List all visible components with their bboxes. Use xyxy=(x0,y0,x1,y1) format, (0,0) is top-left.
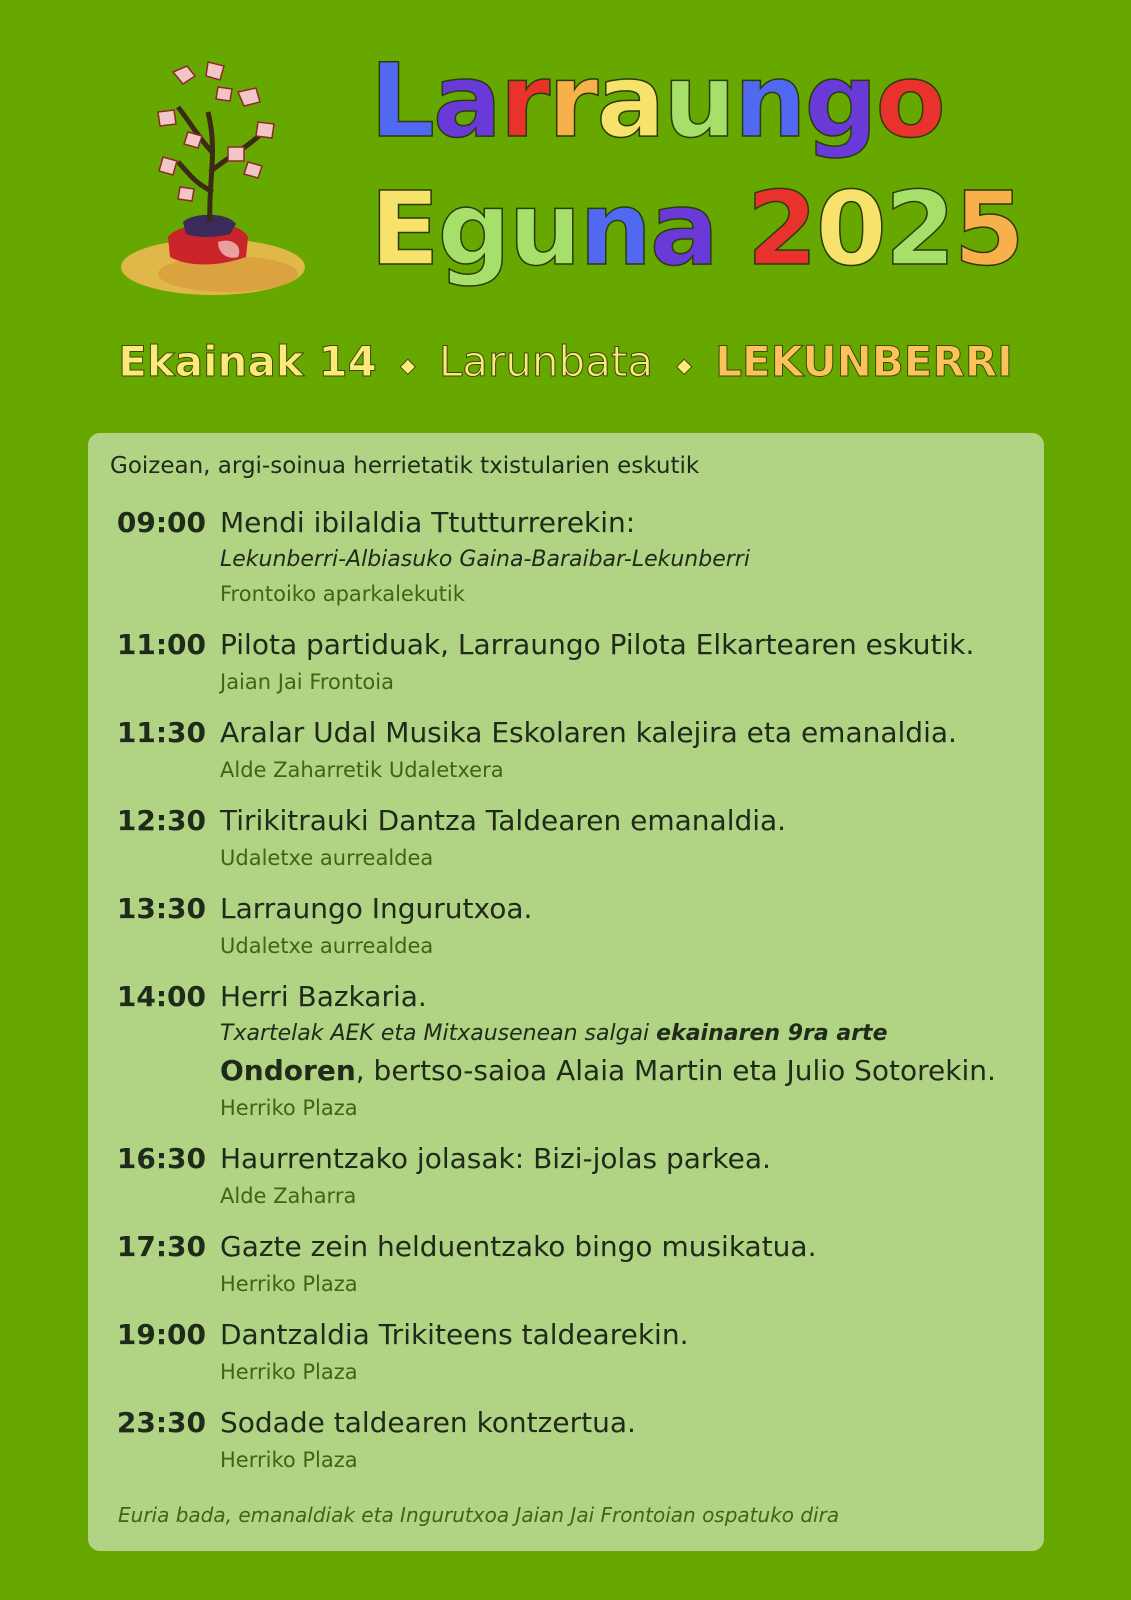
event-place: Alde Zaharra xyxy=(220,1184,357,1208)
event-note-text: Lekunberri-Albiasuko Gaina-Baraibar-Lekunberri xyxy=(220,547,750,572)
event-note-deadline: ekainaren 9ra arte xyxy=(656,1021,888,1046)
title-letter: E xyxy=(370,170,438,289)
event-extra-lead: Ondoren xyxy=(220,1054,356,1087)
event-place: Frontoiko aparkalekutik xyxy=(220,582,465,606)
title-letter: a xyxy=(649,170,717,289)
title-letter: 5 xyxy=(953,170,1023,289)
title-letter: u xyxy=(508,170,580,289)
poster-title xyxy=(370,38,1050,294)
event-time: 23:30 xyxy=(116,1406,206,1439)
event-details xyxy=(220,503,750,611)
program-card xyxy=(88,433,1044,1551)
event-day: Larunbata xyxy=(438,337,654,386)
event-title: Sodade taldearen kontzertua. xyxy=(220,1406,636,1439)
title-letter: 0 xyxy=(815,170,885,289)
event-place: Herriko Plaza xyxy=(220,1272,358,1296)
event-time: 12:30 xyxy=(116,804,206,837)
rain-notice: Euria bada, emanaldiak eta Ingurutxoa Jaian Jai Frontoian ospatuko dira xyxy=(118,1503,840,1527)
event-row xyxy=(88,801,1044,875)
event-title: Dantzaldia Trikiteens taldearekin. xyxy=(220,1318,689,1351)
title-line-1 xyxy=(370,38,1050,166)
date-location-line xyxy=(0,334,1131,393)
event-time: 11:00 xyxy=(116,628,206,661)
event-time: 14:00 xyxy=(116,980,206,1013)
title-letter: g xyxy=(804,42,876,161)
title-letter: 2 xyxy=(746,170,816,289)
event-row xyxy=(88,977,1044,1125)
event-details xyxy=(220,1403,636,1477)
event-extra xyxy=(220,1051,996,1091)
event-list xyxy=(88,503,1044,1491)
event-title: Gazte zein helduentzako bingo musikatua. xyxy=(220,1230,817,1263)
event-title: Tirikitrauki Dantza Taldearen emanaldia. xyxy=(220,804,787,837)
title-letter: n xyxy=(733,42,805,161)
title-letter: a xyxy=(433,42,500,161)
event-note xyxy=(220,1017,996,1051)
event-title: Haurrentzako jolasak: Bizi-jolas parkea. xyxy=(220,1142,771,1175)
event-date: Ekainak 14 xyxy=(118,337,377,386)
event-title: Mendi ibilaldia Ttutturrerekin: xyxy=(220,506,636,539)
title-letter: r xyxy=(548,42,597,161)
event-row xyxy=(88,1139,1044,1213)
event-place: Udaletxe aurrealdea xyxy=(220,846,434,870)
title-letter: 2 xyxy=(884,170,954,289)
event-details xyxy=(220,1139,771,1213)
event-location: LEKUNBERRI xyxy=(715,337,1013,386)
title-line-2 xyxy=(370,166,1050,294)
event-details xyxy=(220,1227,817,1301)
event-time: 11:30 xyxy=(116,716,206,749)
event-note xyxy=(220,543,750,577)
event-time: 17:30 xyxy=(116,1230,206,1263)
title-letter: u xyxy=(663,42,734,161)
separator-icon: ◆ xyxy=(676,352,692,377)
event-details xyxy=(220,801,786,875)
event-details xyxy=(220,977,996,1125)
event-title: Pilota partiduak, Larraungo Pilota Elkartearen eskutik. xyxy=(220,628,975,661)
event-title: Aralar Udal Musika Eskolaren kalejira eta emanaldia. xyxy=(220,716,957,749)
intro-text: Goizean, argi-soinua herrietatik txistularien eskutik xyxy=(110,453,700,479)
event-note-text: Txartelak AEK eta Mitxausenean salgai xyxy=(220,1021,657,1046)
event-row xyxy=(88,625,1044,699)
event-row xyxy=(88,889,1044,963)
event-details xyxy=(220,713,957,787)
title-letter: o xyxy=(875,42,944,161)
event-place: Udaletxe aurrealdea xyxy=(220,934,434,958)
event-row xyxy=(88,1315,1044,1389)
event-place: Herriko Plaza xyxy=(220,1360,358,1384)
event-row xyxy=(88,1227,1044,1301)
title-letter: L xyxy=(370,42,433,161)
event-details xyxy=(220,625,974,699)
event-row xyxy=(88,1403,1044,1477)
tree-illustration-logo xyxy=(118,52,308,302)
title-letter: a xyxy=(596,42,664,161)
title-letter: n xyxy=(579,170,650,289)
separator-icon: ◆ xyxy=(400,352,416,377)
event-title: Herri Bazkaria. xyxy=(220,980,427,1013)
event-time: 13:30 xyxy=(116,892,206,925)
event-details xyxy=(220,889,532,963)
event-title: Larraungo Ingurutxoa. xyxy=(220,892,533,925)
event-row xyxy=(88,713,1044,787)
event-extra-text: , bertso-saioa Alaia Martin eta Julio Sotorekin. xyxy=(355,1054,996,1087)
event-place: Herriko Plaza xyxy=(220,1448,358,1472)
event-time: 16:30 xyxy=(116,1142,206,1175)
event-place: Herriko Plaza xyxy=(220,1096,358,1120)
event-place: Jaian Jai Frontoia xyxy=(220,670,394,694)
title-letter: g xyxy=(437,170,509,289)
event-place: Alde Zaharretik Udaletxera xyxy=(220,758,504,782)
event-details xyxy=(220,1315,688,1389)
event-time: 09:00 xyxy=(116,506,206,539)
title-letter: r xyxy=(499,42,549,161)
event-time: 19:00 xyxy=(116,1318,206,1351)
event-row xyxy=(88,503,1044,611)
